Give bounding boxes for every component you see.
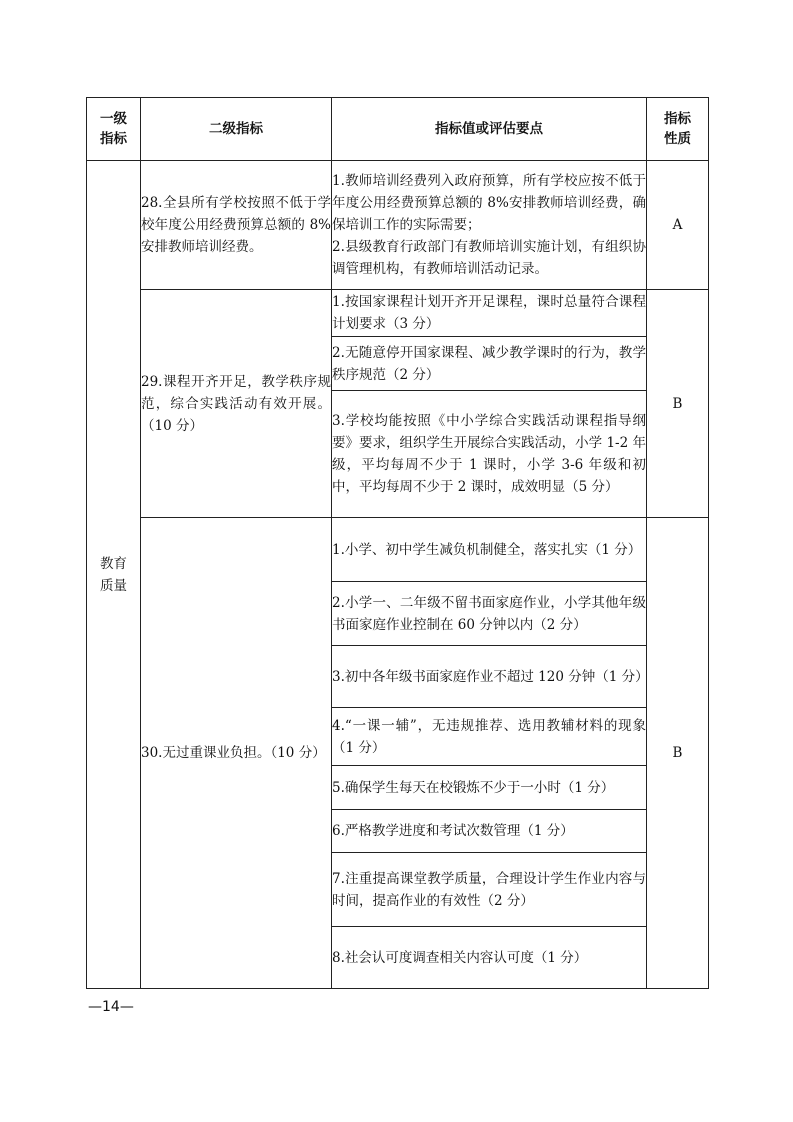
point-30-5: 5.确保学生每天在校锻炼不少于一小时（1 分） [332,766,647,810]
nature-29: B [647,290,709,518]
point-28: 1.教师培训经费列入政府预算，所有学校应按不低于年度公用经费预算总额的 8%安排教师培训经费，确保培训工作的实际需要； 2.县级教育行政部门有教师培训实施计划，有组织协调管理机构，有教师培训活动记录。 [332,161,647,290]
evaluation-table [86,97,709,989]
item-30: 30.无过重课业负担。（10 分） [141,518,332,989]
point-30-1: 1.小学、初中学生减负机制健全，落实扎实（1 分） [332,518,647,582]
header-level2: 二级指标 [141,98,332,161]
point-29-3: 3.学校均能按照《中小学综合实践活动课程指导纲要》要求，组织学生开展综合实践活动，小学 1-2 年级，平均每周不少于 1 课时，小学 3-6 年级和初中，平均每周不少于 2 课时，成效明显（5 分） [332,391,647,518]
table-row [87,290,709,337]
item-29: 29.课程开齐开足，教学秩序规范，综合实践活动有效开展。（10 分） [141,290,332,518]
header-points: 指标值或评估要点 [332,98,647,161]
item-28: 28.全县所有学校按照不低于学校年度公用经费预算总额的 8%安排教师培训经费。 [141,161,332,290]
point-30-6: 6.严格教学进度和考试次数管理（1 分） [332,810,647,853]
page-number: —14— [88,999,134,1015]
point-30-7: 7.注重提高课堂教学质量，合理设计学生作业内容与时间，提高作业的有效性（2 分） [332,853,647,927]
header-level1: 一级 指标 [87,98,141,161]
level1-cell: 教育 质量 [87,161,141,989]
table-row [87,518,709,582]
point-30-8: 8.社会认可度调查相关内容认可度（1 分） [332,927,647,989]
nature-30: B [647,518,709,989]
point-30-4: 4.“一课一辅”，无违规推荐、选用教辅材料的现象（1 分） [332,708,647,766]
point-29-2: 2.无随意停开国家课程、减少教学课时的行为，教学秩序规范（2 分） [332,337,647,391]
point-30-2: 2.小学一、二年级不留书面家庭作业，小学其他年级书面家庭作业控制在 60 分钟以内（2 分） [332,582,647,646]
nature-28: A [647,161,709,290]
table-header-row [87,98,709,161]
table-row [87,161,709,290]
point-30-3: 3.初中各年级书面家庭作业不超过 120 分钟（1 分） [332,646,647,708]
header-nature: 指标 性质 [647,98,709,161]
point-29-1: 1.按国家课程计划开齐开足课程，课时总量符合课程计划要求（3 分） [332,290,647,337]
